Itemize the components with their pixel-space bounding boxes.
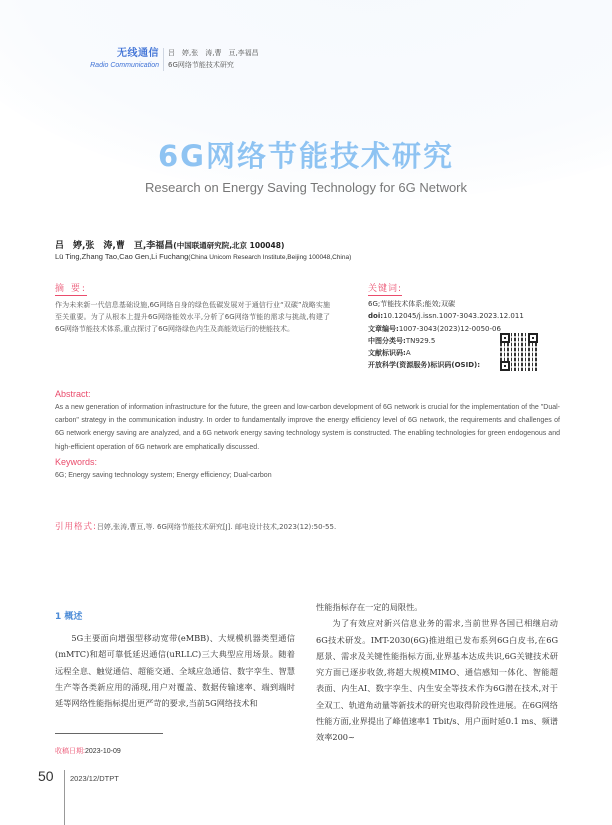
section-heading: 1 概述	[55, 612, 83, 622]
author-names-cn: 吕 婷,张 涛,曹 亘,李福昌	[55, 241, 174, 251]
received-label: 收稿日期:	[55, 748, 85, 755]
paper-title-en: Research on Energy Saving Technology for 6G Network	[144, 180, 468, 195]
doi-link[interactable]: 10.12045/j.issn.1007-3043.2023.12.011	[383, 312, 524, 321]
keywords-en-label: Keywords:	[55, 456, 98, 467]
authors-cn	[55, 238, 284, 251]
affiliation-en: (China Unicom Research Institute,Beijing 100048,China)	[188, 254, 352, 261]
body-paragraph: 为了有效应对新兴信息业务的需求,当前世界各国已相继启动6G技术研发。IMT-2030(6G)推进组已发布系列6G白皮书,在6G愿景、需求及关键性能指标方面,业界基本达成共识,6G关键技术研究方面已逐步收敛,将超大规模MIMO、通信感知一体化、智能超表面、内生AI、数字孪生、内生安全等技术作为6G潜在技术,对于全双工、轨道角动量等新技术的研究也取得阶段性进展。在6G网络性能方面,业界提出了峰值速率1 Tbit/s、用户面时延0.1 ms、频谱效率200~	[316, 618, 558, 743]
body-column-right	[316, 599, 558, 746]
article-metadata	[368, 276, 558, 372]
affiliation-cn: (中国联通研究院,北京 100048)	[173, 241, 285, 250]
footnote-divider	[55, 733, 163, 734]
abstract-cn-label: 摘 要:	[55, 284, 87, 294]
abstract-cn-text: 作为未来新一代信息基础设施,6G网络自身的绿色低碳发展对于通信行业“双碳”战略实施至关重要。为了从根本上提升6G网络能效水平,分析了6G网络节能的需求与挑战,构建了6G网络节能技术体系,重点探讨了6G网络绿色内生及高能效运行的使能技术。	[55, 301, 330, 334]
paper-title-cn: 6G网络节能技术研究	[158, 139, 454, 173]
journal-column-en: Radio Communication	[90, 62, 159, 69]
keywords-cn-label: 关键词:	[368, 284, 403, 294]
body-paragraph: 性能指标存在一定的局限性。	[316, 602, 423, 612]
running-header-article-info	[164, 48, 259, 71]
clc-number-row: 中图分类号:TN929.5	[368, 336, 436, 345]
qr-finder-icon	[500, 333, 510, 343]
qr-finder-icon	[500, 361, 510, 371]
body-paragraph: 5G主要面向增强型移动宽带(eMBB)、大规模机器类型通信(mMTC)和超可靠低延迟通信(uRLLC)三大典型应用场景。随着远程全息、触觉通信、超能交通、全域应急通信、数字孪生、智慧生产等各类新应用的涌现,用户对覆盖、数据传输速率、端到端时延等网络性能指标提出更严苛的要求,当前5G网络技术和	[55, 633, 295, 709]
osid-row: 开放科学(资源服务)标识码(OSID):	[368, 361, 481, 370]
journal-column-cn: 无线通信	[117, 48, 159, 59]
article-number-row: 文章编号:1007-3043(2023)12-0050-06	[368, 324, 501, 333]
running-header	[60, 48, 259, 71]
abstract-en-block	[55, 388, 560, 482]
received-value: 2023-10-09	[84, 748, 121, 755]
qr-finder-icon	[528, 333, 538, 343]
abstract-en-text: As a new generation of information infrastructure for the future, the green and low-carbon development of 6G network is crucial for the implementation of the "Dual-carbon" strategy in the communication industry. In order to fundamentally improve the energy efficiency level of 6G network, the requirements and challenges of 6G network energy saving are analyzed, and a 6G network energy saving technology system is constructed. The enabling technologies for green endogenous and high-efficient operation of 6G network are emphatically discussed.	[55, 404, 560, 451]
footer-divider	[64, 770, 65, 825]
journal-name-block	[60, 48, 164, 71]
running-header-authors: 吕 婷,张 涛,曹 亘,李福昌	[168, 49, 259, 57]
citation-text: 吕婷,张涛,曹亘,等. 6G网络节能技术研究[J]. 邮电设计技术,2023(12):50-55.	[96, 523, 337, 531]
received-date	[55, 746, 121, 756]
keywords-en: 6G; Energy saving technology system; Energy efficiency; Dual-carbon	[55, 471, 272, 479]
document-code-row: 文献标识码:A	[368, 349, 411, 358]
running-header-title: 6G网络节能技术研究	[168, 60, 234, 69]
body-column-left	[55, 630, 295, 711]
citation-label: 引用格式:	[55, 522, 97, 532]
footer-journal-issue: 2023/12/DTPT	[70, 774, 119, 783]
authors-en	[55, 252, 351, 261]
osid-qr-code-icon[interactable]	[500, 333, 538, 371]
citation-format	[55, 520, 336, 532]
abstract-cn-block	[55, 276, 330, 336]
page-number: 50	[38, 768, 54, 784]
keywords-cn: 6G;节能技术体系;能效;双碳	[368, 300, 455, 308]
author-names-en: Lü Ting,Zhang Tao,Cao Gen,Li Fuchang	[55, 252, 189, 261]
doi-row: doi:10.12045/j.issn.1007-3043.2023.12.011	[368, 312, 524, 321]
abstract-en-label: Abstract:	[55, 389, 91, 399]
